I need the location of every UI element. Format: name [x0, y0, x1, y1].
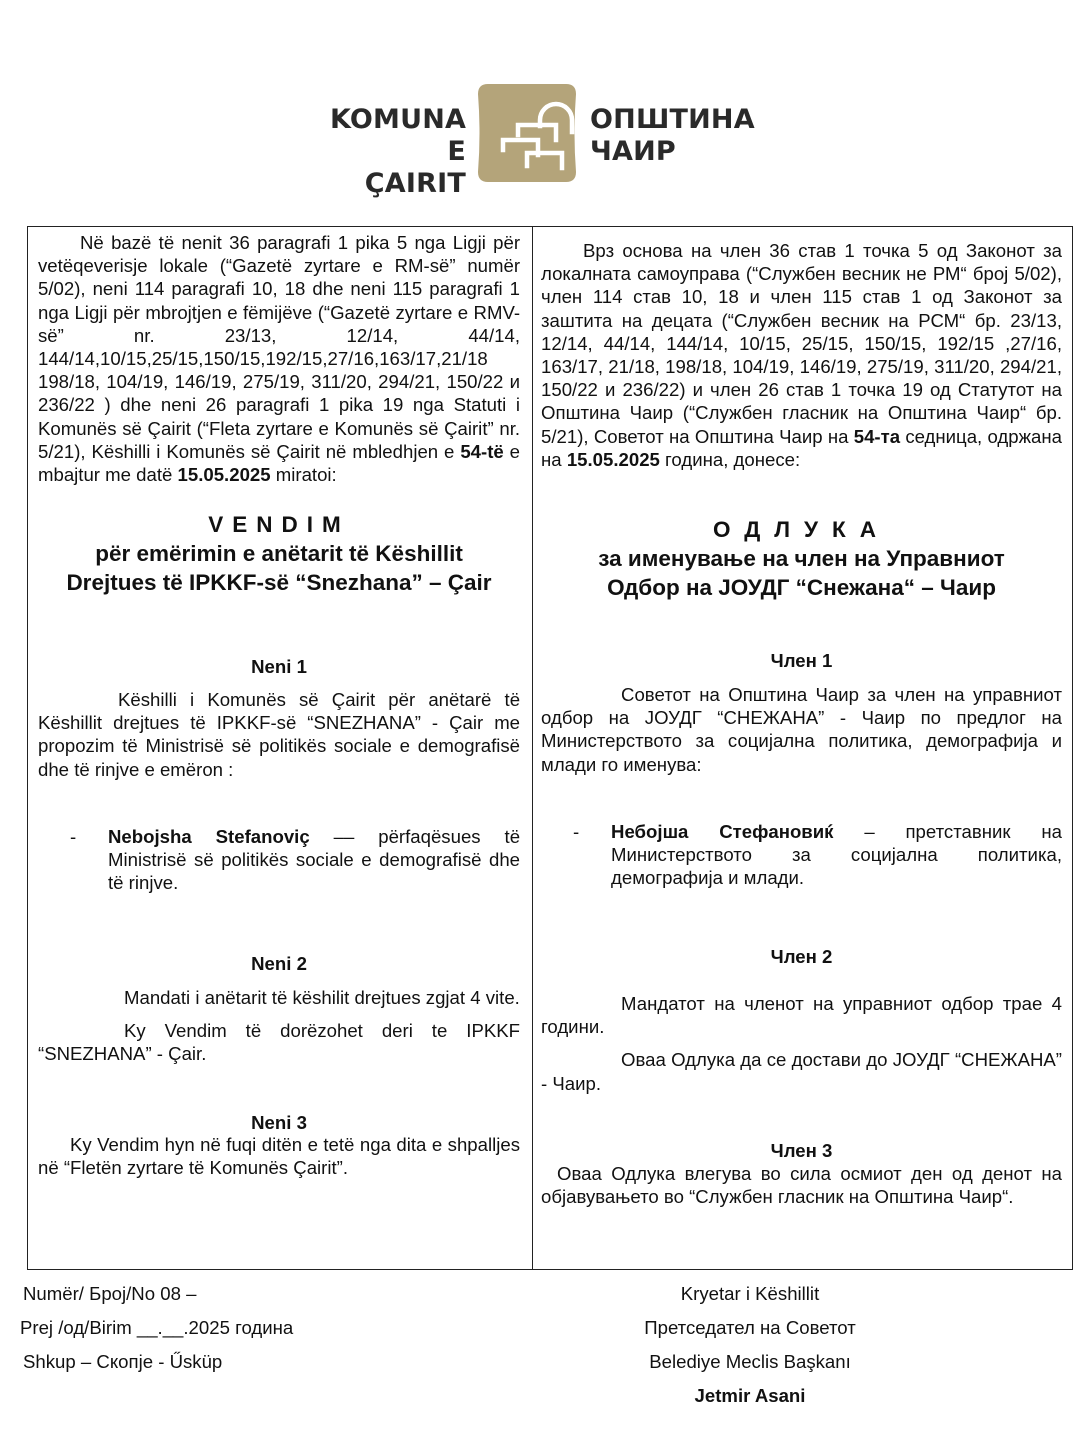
signatory-title-macedonian: Претседател на Советот [644, 1317, 856, 1338]
albanian-column [28, 227, 533, 1269]
appointee-role: – претставник на Министерството за социјална политика, демографија и млади. [611, 821, 1062, 889]
article-3-heading: Neni 3 [251, 1112, 307, 1133]
article-2-heading: Neni 2 [251, 953, 307, 974]
document-date: Prej /од/Birim __.__.2025 година [20, 1317, 294, 1338]
document-number: Numër/ Број/No 08 – [23, 1283, 197, 1304]
session-date: 15.05.2025 [177, 464, 271, 486]
appointee-role: –– përfaqësues të Ministrisë së politikës sociale e demografisë dhe të rinjve. [108, 826, 521, 894]
article-2-text: Оваа Одлука да се достави до ЈОУДГ “СНЕЖАНА” - Чаир. [541, 1049, 1062, 1094]
appointee-text [611, 820, 1062, 890]
article-2-text: Мандатот на членот на управниот одбор трае 4 години. [541, 993, 1062, 1038]
signatory-title-albanian: Kryetar i Këshillit [680, 1283, 820, 1304]
article-3-text: Оваа Одлука влегува во сила осмиот ден од денот на објавувањето во “Службен гласник на Општина Чаир“. [541, 1163, 1062, 1208]
preamble-text: Në bazë të nenit 36 paragrafi 1 pika 5 nga Ligji për vetëqeverisje lokale (“Gazetë zyrtare e RM-së” numër 5/02), neni 114 paragrafi 10, 18 dhe neni 115 paragrafi 1 nga Ligji për mbrojtjen e fëmijëve (“Gazetë zyrtare e RMV-së” nr. 23/13, 12/14, 44/14, 144/14,10/15,25/15,150/15,192/15,27/16,163/17,21/18 198/18, 104/19, 146/19, 275/19, 311/20, 294/21, 150/22 и 236/22 ) dhe neni 26 paragrafi 1 pika 19 nga Statuti i Komunës së Çairit (“Fleta zyrtare e Komunës së Çairit” nr. 5/21), Këshilli i Komunës së Çairit në mbledhjen e [38, 232, 521, 462]
article-1-heading: Член 1 [770, 650, 833, 671]
article-1-body [541, 683, 1062, 776]
bullet-dash: - [573, 821, 580, 842]
session-number: 54-të [460, 440, 504, 462]
signatory-name: Jetmir Asani [694, 1385, 806, 1406]
logo-text-line: ЧАИР [590, 136, 676, 167]
logo-text-line: ОПШТИНА [590, 104, 755, 135]
preamble-text: e mbajtur me datë [38, 440, 521, 486]
article-3-body [541, 1162, 1062, 1208]
logo-text-line: KOMUNA E [330, 104, 467, 167]
appointee-item [541, 820, 1062, 890]
decision-subtitle-line: Drejtues të IPKKF-së “Snezhana” – Çair [66, 570, 492, 595]
municipality-name-macedonian [590, 104, 755, 168]
preamble-text: седница, одржана на [541, 425, 1062, 470]
signature-block [600, 1277, 900, 1413]
preamble-albanian [38, 231, 520, 486]
bilingual-decision-table [27, 226, 1073, 1270]
preamble-text: Врз основа на член 36 став 1 точка 5 од Законот за локалната самоуправа (“Службен весник не РМ“ број 5/02), член 114 став 10, 18 и член 115 став 1 од Законот за заштита на децата (“Службен весник на РСМ“ бр. 23/13, 12/14, 44/14, 144/14, 10/15, 25/15, 150/15, 192/15 ,27/16, 163/17, 21/18, 198/18, 104/19, 146/19, 275/19, 311/20, 294/21, 150/22 и 236/22) и член 26 став 1 точка 19 од Статутот на Општина Чаир (“Службен гласник на Општина Чаир“ бр. 5/21), Советот на Општина Чаир на [541, 240, 1062, 447]
municipality-logo-icon [476, 82, 578, 184]
appointee-item [38, 825, 520, 895]
article-1-text: Советот на Општина Чаир за член на управниот одбор на ЈОУДГ “СНЕЖАНА” - Чаир по предлог на Министерството за социјална политика, демографија и млади го именува: [541, 684, 1062, 775]
article-2-text: Ky Vendim të dorëzohet deri te IPKKF “SNEZHANA” - Çair. [38, 1020, 521, 1065]
decision-subtitle-line: Одбор на ЈОУДГ “Снежана“ – Чаир [607, 575, 996, 600]
logo-text-line: ÇAIRIT [364, 168, 466, 199]
article-1-text: Këshilli i Komunës së Çairit për anëtarë të Këshillit drejtues të IPKKF-së “SNEZHANA” - Çair me propozim të Ministrisë së politikës sociale e demografisë dhe të rinjve e emëron : [38, 689, 521, 780]
preamble-text: miratoi: [270, 464, 337, 486]
appointee-name: Небојша Стефановиќ [611, 821, 834, 842]
article-3-heading: Член 3 [770, 1140, 833, 1161]
session-date: 15.05.2025 [566, 448, 660, 470]
decision-subtitle-line: për emërimin e anëtarit të Këshillit [95, 541, 463, 566]
document-place: Shkup – Скопје - Űsküp [23, 1351, 223, 1372]
article-2-text: Mandati i anëtarit të këshilit drejtues zgjat 4 vite. [124, 987, 520, 1008]
appointee-name: Nebojsha Stefanoviç [108, 826, 310, 847]
article-2-body [541, 992, 1062, 1095]
macedonian-column [533, 227, 1072, 1269]
appointee-text [108, 825, 520, 895]
article-2-body [38, 986, 520, 1066]
preamble-text: година, донесе: [659, 448, 801, 470]
decision-title-albanian [38, 510, 520, 597]
article-2-heading: Член 2 [770, 946, 833, 967]
article-3-body [38, 1133, 520, 1179]
article-3-text: Ky Vendim hyn në fuqi ditën e tetë nga dita e shpalljes në “Fletën zyrtare të Komunës Çairit”. [38, 1134, 521, 1179]
document-reference [20, 1277, 293, 1379]
decision-title: VENDIM [208, 512, 350, 537]
document-header [0, 78, 1080, 199]
municipality-name-albanian [330, 104, 466, 200]
decision-title: ОДЛУКА [713, 517, 891, 542]
session-number: 54-та [853, 425, 901, 447]
article-1-heading: Neni 1 [251, 656, 307, 677]
decision-subtitle-line: за именување на член на Управниот [598, 546, 1005, 571]
decision-title-macedonian [541, 515, 1062, 602]
bullet-dash: - [70, 826, 77, 847]
preamble-macedonian [541, 239, 1062, 471]
article-1-body [38, 688, 520, 781]
signatory-title-turkish: Belediye Meclis Başkanı [649, 1351, 851, 1372]
